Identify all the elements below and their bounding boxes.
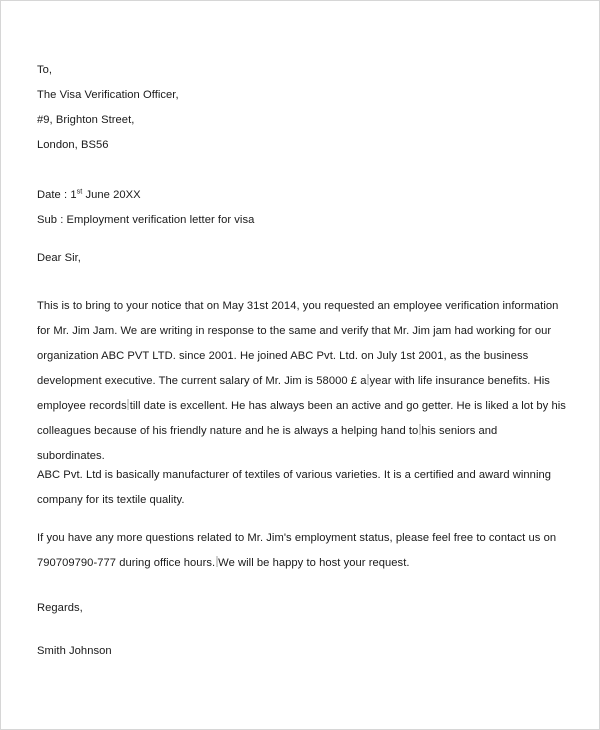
paragraph-3-text <box>37 526 568 576</box>
date-subject-block <box>37 183 568 233</box>
paragraph-1 <box>37 294 568 469</box>
date-ordinal-suffix: st <box>76 186 83 196</box>
paragraph-1-segment-b: year with life insurance benefits. His employee records <box>37 375 550 412</box>
recipient-title: The Visa Verification Officer, <box>37 89 179 101</box>
recipient-street: #9, Brighton Street, <box>37 114 135 126</box>
salutation-text: Dear Sir, <box>37 252 81 264</box>
sender-name: Smith Johnson <box>37 645 112 657</box>
paragraph-1-segment-c: till date is excellent. He has always been an active and go getter. He is liked a lot by his colleagues because of his friendly nature and he is always a helping hand to <box>37 400 566 437</box>
closing-regards: Regards, <box>37 602 83 614</box>
salutation-block <box>37 246 568 271</box>
closing-regards-block <box>37 596 568 621</box>
paragraph-3 <box>37 526 568 576</box>
paragraph-2-text: ABC Pvt. Ltd is basically manufacturer of textiles of various varieties. It is a certified and award winning company for its textile quality. <box>37 469 552 506</box>
recipient-city: London, BS56 <box>37 139 109 151</box>
paragraph-1-segment-a: This is to bring to your notice that on May 31st 2014, you requested an employee verification information for Mr. Jim Jam. We are writing in response to the same and verify that Mr. Jim jam had working for our organization ABC PVT LTD. since 2001. He joined ABC Pvt. Ltd. on July 1st 2001, as the business development executive. The current salary of Mr. Jim is 58000 £ a <box>37 300 559 387</box>
date-label: Date : <box>37 189 71 201</box>
signature-block <box>37 639 568 664</box>
subject-line: Sub : Employment verification letter for visa <box>37 214 255 226</box>
paragraph-2 <box>37 463 568 513</box>
paragraph-1-segment-d: his seniors and subordinates. <box>37 425 498 462</box>
paragraph-3-segment-b: We will be happy to host your request. <box>218 557 410 569</box>
paragraph-3-segment-a: If you have any more questions related to Mr. Jim's employment status, please feel free to contact us on 790709790-777 during office hours. <box>37 532 557 569</box>
recipient-address-block <box>37 58 568 158</box>
recipient-to-label: To, <box>37 64 53 76</box>
date-day: 1 <box>70 189 77 201</box>
paragraph-1-text <box>37 294 568 469</box>
date-line <box>37 183 568 208</box>
date-rest: June 20XX <box>82 189 141 201</box>
